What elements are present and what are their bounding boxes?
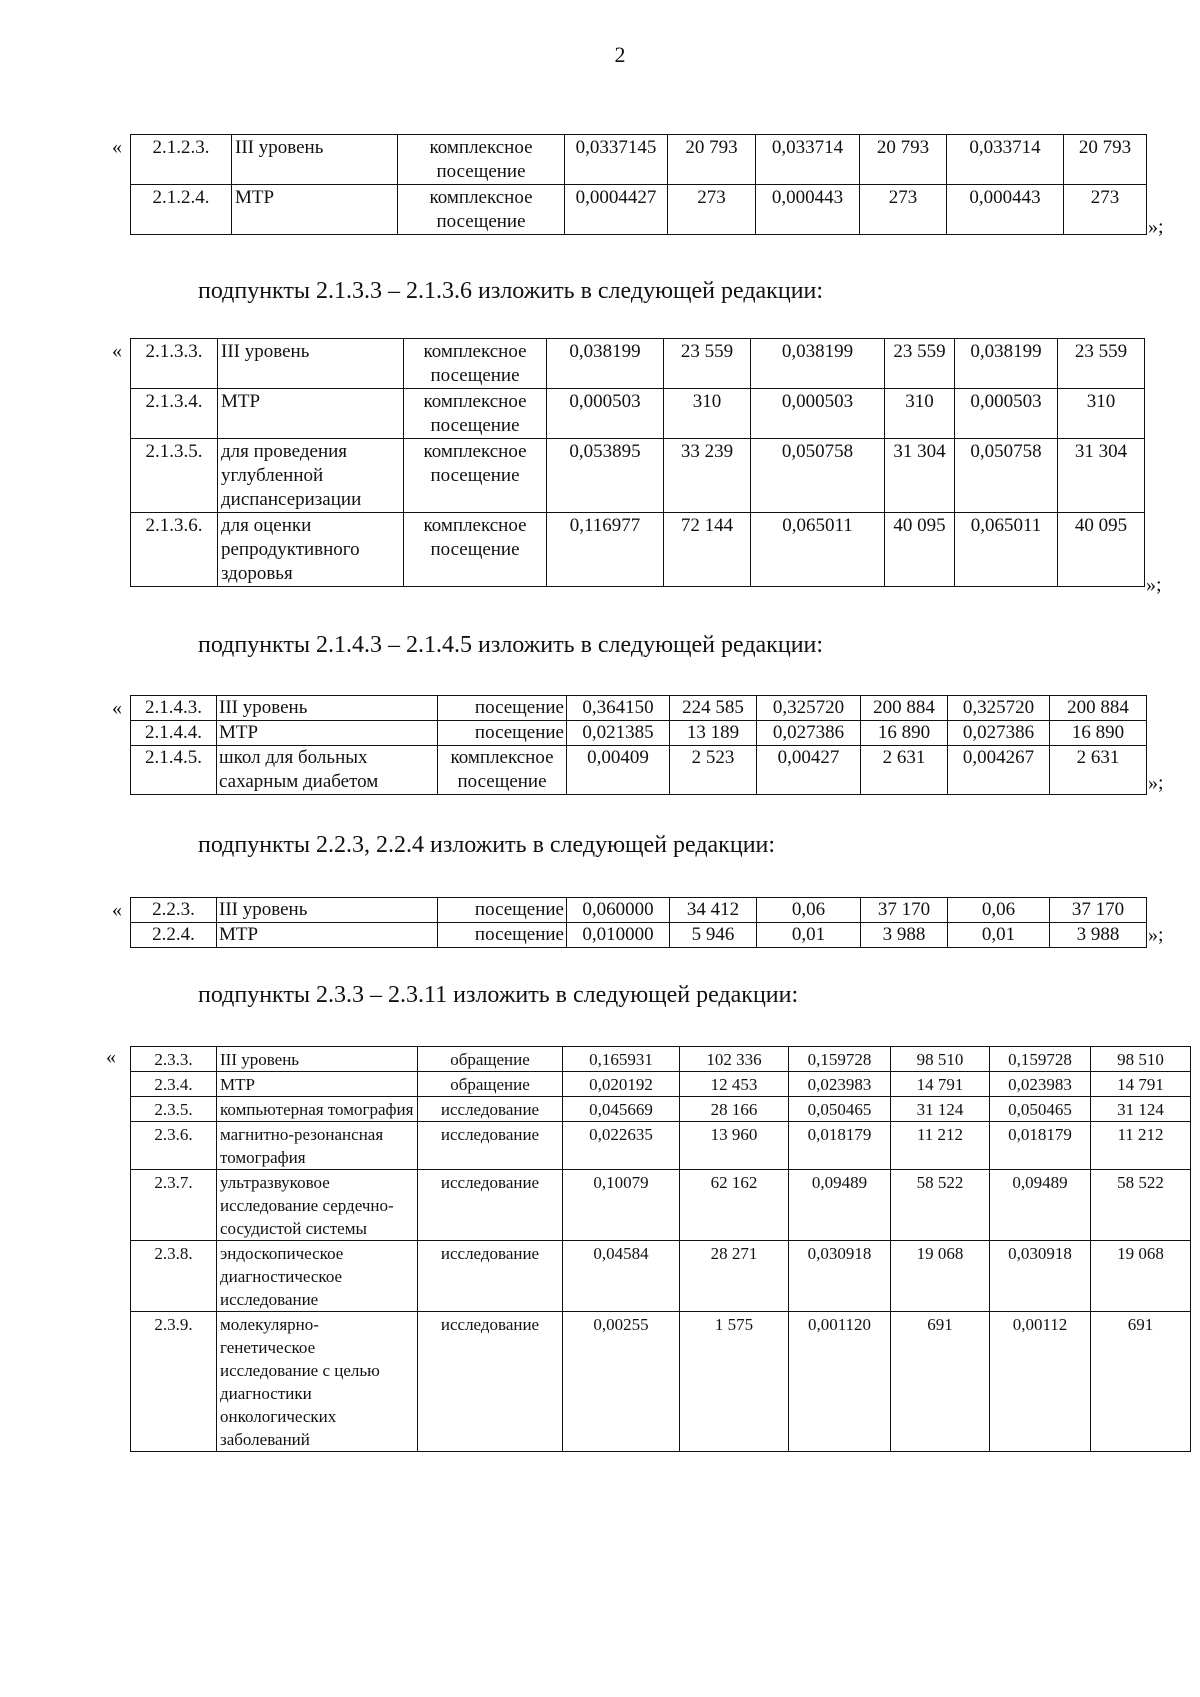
- row-name: магнитно-резонансная томография: [217, 1122, 418, 1170]
- row-unit: комплексное посещение: [398, 185, 565, 235]
- row-norm-2: 0,033714: [756, 135, 860, 185]
- row-name: III уровень: [232, 135, 398, 185]
- row-norm-1: 0,0004427: [565, 185, 668, 235]
- row-norm-3: 0,023983: [990, 1072, 1091, 1097]
- row-norm-2: 0,023983: [789, 1072, 891, 1097]
- row-unit: посещение: [438, 898, 567, 923]
- table-row: [131, 389, 1145, 439]
- row-norm-2: 0,050465: [789, 1097, 891, 1122]
- row-count-3: 19 068: [1091, 1241, 1191, 1312]
- row-norm-3: 0,00112: [990, 1312, 1091, 1452]
- row-code: 2.3.3.: [131, 1047, 217, 1072]
- row-count-2: 16 890: [861, 721, 948, 746]
- row-norm-2: 0,018179: [789, 1122, 891, 1170]
- row-count-2: 310: [885, 389, 955, 439]
- row-count-1: 1 575: [680, 1312, 789, 1452]
- row-norm-1: 0,0337145: [565, 135, 668, 185]
- row-count-1: 34 412: [670, 898, 757, 923]
- section-heading: подпункты 2.2.3, 2.2.4 изложить в следующей редакции:: [198, 832, 776, 858]
- row-unit: комплексное посещение: [438, 746, 567, 795]
- row-norm-1: 0,021385: [567, 721, 670, 746]
- row-code: 2.3.6.: [131, 1122, 217, 1170]
- table-row: [131, 135, 1147, 185]
- row-name: МТР: [232, 185, 398, 235]
- row-norm-1: 0,010000: [567, 923, 670, 948]
- row-count-2: 31 304: [885, 439, 955, 513]
- row-count-1: 2 523: [670, 746, 757, 795]
- row-code: 2.1.3.3.: [131, 339, 218, 389]
- row-name: МТР: [218, 389, 404, 439]
- row-code: 2.1.4.5.: [131, 746, 217, 795]
- row-norm-2: 0,038199: [751, 339, 885, 389]
- row-count-3: 58 522: [1091, 1170, 1191, 1241]
- row-norm-1: 0,060000: [567, 898, 670, 923]
- row-unit: исследование: [418, 1312, 563, 1452]
- row-norm-3: 0,050465: [990, 1097, 1091, 1122]
- row-norm-1: 0,116977: [547, 513, 664, 587]
- row-count-2: 14 791: [891, 1072, 990, 1097]
- row-norm-1: 0,000503: [547, 389, 664, 439]
- row-count-2: 2 631: [861, 746, 948, 795]
- row-count-2: 31 124: [891, 1097, 990, 1122]
- row-norm-1: 0,364150: [567, 696, 670, 721]
- table-2-3: [130, 1046, 1191, 1452]
- row-norm-3: 0,000503: [955, 389, 1058, 439]
- row-norm-3: 0,027386: [948, 721, 1050, 746]
- row-count-2: 19 068: [891, 1241, 990, 1312]
- table-row: [131, 1047, 1191, 1072]
- row-norm-1: 0,045669: [563, 1097, 680, 1122]
- row-name: эндоскопическое диагностическое исследование: [217, 1241, 418, 1312]
- row-name: для проведения углубленной диспансеризации: [218, 439, 404, 513]
- table-row: [131, 1312, 1191, 1452]
- row-count-3: 691: [1091, 1312, 1191, 1452]
- close-quote: »;: [1148, 216, 1164, 238]
- row-count-1: 102 336: [680, 1047, 789, 1072]
- row-code: 2.1.4.3.: [131, 696, 217, 721]
- row-norm-2: 0,09489: [789, 1170, 891, 1241]
- open-quote: «: [112, 899, 122, 921]
- row-norm-3: 0,159728: [990, 1047, 1091, 1072]
- row-count-1: 33 239: [664, 439, 751, 513]
- row-norm-1: 0,04584: [563, 1241, 680, 1312]
- row-code: 2.3.9.: [131, 1312, 217, 1452]
- row-norm-3: 0,065011: [955, 513, 1058, 587]
- row-count-2: 273: [860, 185, 947, 235]
- row-count-1: 28 166: [680, 1097, 789, 1122]
- row-norm-2: 0,000443: [756, 185, 860, 235]
- table-row: [131, 185, 1147, 235]
- row-norm-2: 0,325720: [757, 696, 861, 721]
- row-name: МТР: [217, 923, 438, 948]
- row-name: школ для больных сахарным диабетом: [217, 746, 438, 795]
- row-norm-1: 0,053895: [547, 439, 664, 513]
- row-count-1: 23 559: [664, 339, 751, 389]
- row-count-1: 62 162: [680, 1170, 789, 1241]
- row-count-3: 11 212: [1091, 1122, 1191, 1170]
- open-quote: «: [106, 1046, 116, 1068]
- row-name: III уровень: [218, 339, 404, 389]
- row-norm-1: 0,022635: [563, 1122, 680, 1170]
- row-name: молекулярно-генетическое исследование с целью диагностики онкологических заболеваний: [217, 1312, 418, 1452]
- row-norm-3: 0,030918: [990, 1241, 1091, 1312]
- row-unit: комплексное посещение: [404, 439, 547, 513]
- row-count-2: 11 212: [891, 1122, 990, 1170]
- row-count-1: 13 189: [670, 721, 757, 746]
- close-quote: »;: [1148, 772, 1164, 794]
- row-unit: комплексное посещение: [404, 389, 547, 439]
- table-2-1-3: [130, 338, 1145, 587]
- table-row: [131, 1072, 1191, 1097]
- row-norm-1: 0,020192: [563, 1072, 680, 1097]
- row-name: МТР: [217, 721, 438, 746]
- table-row: [131, 1122, 1191, 1170]
- row-norm-3: 0,09489: [990, 1170, 1091, 1241]
- row-norm-2: 0,001120: [789, 1312, 891, 1452]
- row-unit: обращение: [418, 1072, 563, 1097]
- row-count-2: 98 510: [891, 1047, 990, 1072]
- table-2-1-4: [130, 695, 1147, 795]
- row-norm-2: 0,01: [757, 923, 861, 948]
- row-count-2: 691: [891, 1312, 990, 1452]
- table-row: [131, 339, 1145, 389]
- close-quote: »;: [1146, 574, 1162, 596]
- row-unit: комплексное посещение: [404, 339, 547, 389]
- row-norm-2: 0,027386: [757, 721, 861, 746]
- row-code: 2.2.3.: [131, 898, 217, 923]
- row-norm-3: 0,325720: [948, 696, 1050, 721]
- row-code: 2.1.2.3.: [131, 135, 232, 185]
- table-row: [131, 1170, 1191, 1241]
- section-heading: подпункты 2.3.3 – 2.3.11 изложить в следующей редакции:: [198, 982, 799, 1008]
- row-name: МТР: [217, 1072, 418, 1097]
- row-count-1: 310: [664, 389, 751, 439]
- page-number: 2: [614, 42, 626, 67]
- table-row: [131, 923, 1147, 948]
- row-count-3: 23 559: [1058, 339, 1145, 389]
- row-count-3: 98 510: [1091, 1047, 1191, 1072]
- section-heading: подпункты 2.1.3.3 – 2.1.3.6 изложить в следующей редакции:: [198, 278, 824, 304]
- row-unit: комплексное посещение: [398, 135, 565, 185]
- open-quote: «: [112, 136, 122, 158]
- row-name: ультразвуковое исследование сердечно-сосудистой системы: [217, 1170, 418, 1241]
- row-norm-2: 0,050758: [751, 439, 885, 513]
- row-count-2: 23 559: [885, 339, 955, 389]
- row-norm-1: 0,038199: [547, 339, 664, 389]
- row-count-3: 40 095: [1058, 513, 1145, 587]
- table-row: [131, 1241, 1191, 1312]
- table-row: [131, 898, 1147, 923]
- row-code: 2.2.4.: [131, 923, 217, 948]
- row-norm-3: 0,000443: [947, 185, 1064, 235]
- row-count-3: 200 884: [1050, 696, 1147, 721]
- row-code: 2.3.8.: [131, 1241, 217, 1312]
- row-count-1: 20 793: [668, 135, 756, 185]
- row-norm-3: 0,01: [948, 923, 1050, 948]
- row-count-3: 37 170: [1050, 898, 1147, 923]
- row-unit: посещение: [438, 923, 567, 948]
- row-name: III уровень: [217, 1047, 418, 1072]
- row-count-3: 310: [1058, 389, 1145, 439]
- open-quote: «: [112, 340, 122, 362]
- row-norm-1: 0,00409: [567, 746, 670, 795]
- row-count-3: 16 890: [1050, 721, 1147, 746]
- table-row: [131, 439, 1145, 513]
- row-norm-1: 0,00255: [563, 1312, 680, 1452]
- row-count-2: 20 793: [860, 135, 947, 185]
- row-unit: исследование: [418, 1122, 563, 1170]
- row-code: 2.3.7.: [131, 1170, 217, 1241]
- row-unit: исследование: [418, 1241, 563, 1312]
- table-row: [131, 696, 1147, 721]
- row-name: III уровень: [217, 696, 438, 721]
- row-count-3: 31 304: [1058, 439, 1145, 513]
- row-name: компьютерная томография: [217, 1097, 418, 1122]
- row-count-2: 40 095: [885, 513, 955, 587]
- table-row: [131, 721, 1147, 746]
- row-norm-3: 0,038199: [955, 339, 1058, 389]
- row-norm-3: 0,050758: [955, 439, 1058, 513]
- row-count-1: 224 585: [670, 696, 757, 721]
- row-norm-2: 0,06: [757, 898, 861, 923]
- row-norm-2: 0,030918: [789, 1241, 891, 1312]
- row-norm-2: 0,00427: [757, 746, 861, 795]
- row-unit: обращение: [418, 1047, 563, 1072]
- row-name: для оценки репродуктивного здоровья: [218, 513, 404, 587]
- row-norm-3: 0,06: [948, 898, 1050, 923]
- row-norm-3: 0,004267: [948, 746, 1050, 795]
- row-count-2: 3 988: [861, 923, 948, 948]
- row-code: 2.1.3.6.: [131, 513, 218, 587]
- row-count-3: 14 791: [1091, 1072, 1191, 1097]
- row-unit: исследование: [418, 1170, 563, 1241]
- row-count-2: 58 522: [891, 1170, 990, 1241]
- row-unit: исследование: [418, 1097, 563, 1122]
- row-code: 2.3.4.: [131, 1072, 217, 1097]
- close-quote: »;: [1148, 924, 1164, 946]
- row-code: 2.1.3.5.: [131, 439, 218, 513]
- row-norm-2: 0,000503: [751, 389, 885, 439]
- row-count-3: 20 793: [1064, 135, 1147, 185]
- table-row: [131, 513, 1145, 587]
- row-count-3: 3 988: [1050, 923, 1147, 948]
- row-norm-2: 0,159728: [789, 1047, 891, 1072]
- row-count-1: 72 144: [664, 513, 751, 587]
- row-count-1: 5 946: [670, 923, 757, 948]
- row-unit: комплексное посещение: [404, 513, 547, 587]
- row-code: 2.3.5.: [131, 1097, 217, 1122]
- table-2-2: [130, 897, 1147, 948]
- row-count-1: 13 960: [680, 1122, 789, 1170]
- row-count-2: 37 170: [861, 898, 948, 923]
- row-count-1: 12 453: [680, 1072, 789, 1097]
- row-count-1: 28 271: [680, 1241, 789, 1312]
- table-row: [131, 746, 1147, 795]
- row-count-3: 2 631: [1050, 746, 1147, 795]
- row-unit: посещение: [438, 721, 567, 746]
- row-count-1: 273: [668, 185, 756, 235]
- row-norm-2: 0,065011: [751, 513, 885, 587]
- row-norm-1: 0,165931: [563, 1047, 680, 1072]
- row-count-2: 200 884: [861, 696, 948, 721]
- row-code: 2.1.3.4.: [131, 389, 218, 439]
- section-heading: подпункты 2.1.4.3 – 2.1.4.5 изложить в следующей редакции:: [198, 632, 824, 658]
- row-unit: посещение: [438, 696, 567, 721]
- row-name: III уровень: [217, 898, 438, 923]
- row-norm-3: 0,033714: [947, 135, 1064, 185]
- row-code: 2.1.4.4.: [131, 721, 217, 746]
- row-code: 2.1.2.4.: [131, 185, 232, 235]
- row-norm-3: 0,018179: [990, 1122, 1091, 1170]
- table-2-1-2: [130, 134, 1147, 235]
- row-norm-1: 0,10079: [563, 1170, 680, 1241]
- row-count-3: 273: [1064, 185, 1147, 235]
- open-quote: «: [112, 697, 122, 719]
- row-count-3: 31 124: [1091, 1097, 1191, 1122]
- table-row: [131, 1097, 1191, 1122]
